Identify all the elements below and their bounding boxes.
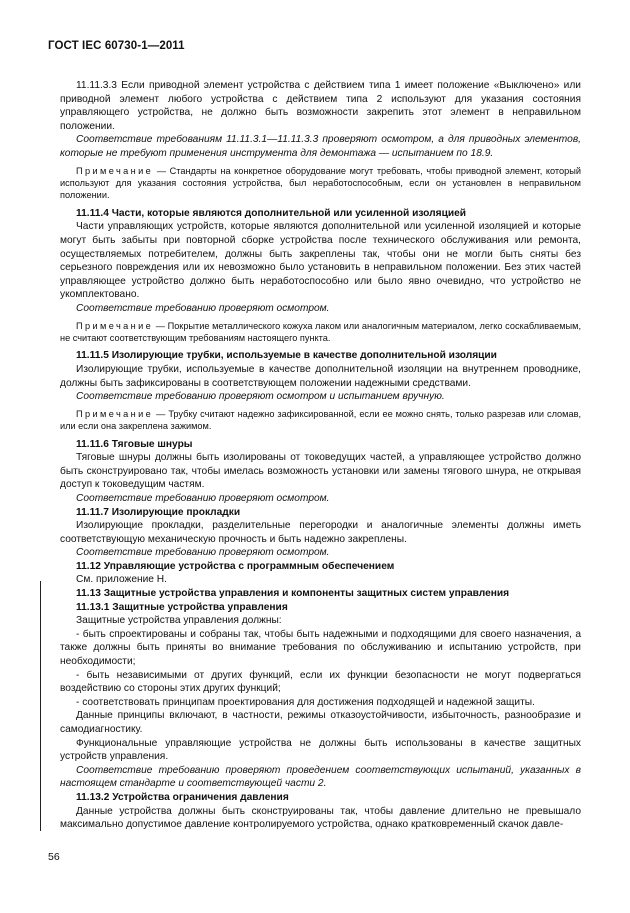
note-text: — Трубку считают надежно зафиксированной, если ее можно снять, только разрезав или сломав, или если она закреплена зажимом.: [60, 408, 581, 432]
list-item: - соответствовать принципам проектирования для достижения подходящей и надежной защиты.: [76, 696, 535, 708]
note-paragraph: [60, 165, 581, 202]
page-number: 56: [48, 851, 60, 863]
compliance-paragraph: Соответствие требованию проверяют проведением соответствующих испытаний, указанных в настоящем стандарте и соответствующей части 2.: [60, 764, 581, 790]
note-paragraph: [60, 320, 581, 345]
section-heading-11-13: 11.13 Защитные устройства управления и компоненты защитных систем управления: [76, 588, 510, 600]
paragraph: Изолирующие прокладки, разделительные перегородки и аналогичные элементы должны иметь соответствующую механическую прочность и быть надежно закреплены.: [60, 520, 581, 545]
paragraph: Части управляющих устройств, которые являются дополнительной или усиленной изоляцией и которые могут быть забыты при повторной сборке устройства после технического обслуживания или ремонта, осуществляемых потребителем, должны быть закреплены так, чтобы они не могли быть сняты без серьезного повреждения или их невозможно было установить в неправильном положении. Без этих частей управляющее устройство должно быть неработоспособно или было явно очевидно, что устройство не укомплектовано.: [60, 221, 581, 301]
note-label: Примечание: [76, 408, 154, 419]
paragraph: Тяговые шнуры должны быть изолированы от токоведущих частей, а управляющее устройство должно быть сконструировано так, чтобы имелась возможность установки или замены тягового шнура, не открывая доступ к токоведущим частям.: [60, 452, 581, 491]
paragraph: См. приложение Н.: [76, 574, 167, 586]
revision-bar: [40, 581, 41, 831]
paragraph: Защитные устройства управления должны:: [76, 615, 282, 627]
paragraph: Данные принципы включают, в частности, режимы отказоустойчивости, избыточность, разнообразие и самодиагностику.: [60, 710, 581, 735]
paragraph: Изолирующие трубки, используемые в качестве дополнительной изоляции на внутреннем проводнике, должны быть зафиксированы в соответствующем положении надежными средствами.: [60, 363, 581, 389]
compliance-paragraph: Соответствие требованию проверяют осмотром.: [76, 547, 330, 559]
section-heading-11-11-7: 11.11.7 Изолирующие прокладки: [76, 506, 241, 518]
section-heading-11-13-2: 11.13.2 Устройства ограничения давления: [76, 791, 289, 803]
section-heading-11-11-5: 11.11.5 Изолирующие трубки, используемые в качестве дополнительной изоляции: [76, 350, 497, 362]
paragraph: Функциональные управляющие устройства не должны быть использованы в качестве защитных устройств управления.: [60, 737, 581, 763]
note-text: — Покрытие металлического кожуха лаком или аналогичным материалом, легко соскабливаемым, не считают соответствующим требованиям настоящего пункта.: [60, 320, 581, 343]
compliance-paragraph: Соответствие требованию проверяют осмотром.: [76, 302, 330, 314]
document-header: ГОСТ IEC 60730-1—2011: [48, 40, 185, 52]
compliance-paragraph: Соответствие требованию проверяют осмотром.: [76, 492, 330, 504]
list-item: - быть спроектированы и собраны так, чтобы быть надежными и подходящими для своего назначения, а также должны быть приняты во внимание требования по обслуживанию и испытанию устройств, при необходимости;: [60, 628, 581, 668]
note-label: Примечание: [76, 320, 154, 331]
list-item: - быть независимыми от других функций, если их функции безопасности не могут подвергаться воздействию со стороны этих других функций;: [60, 669, 581, 695]
note-text: — Стандарты на конкретное оборудование могут требовать, чтобы приводной элемент, который используют для указания состояния устройства, был неработоспособным, если он установлен в неправильном положении.: [60, 165, 581, 201]
paragraph: Данные устройства должны быть сконструированы так, чтобы давление длительно не превышало максимально допустимое давление контролируемого устройства, однако кратковременный скачок давле-: [60, 805, 581, 831]
compliance-paragraph: Соответствие требованиям 11.11.3.1—11.11.3.3 проверяют осмотром, а для приводных элементов, которые не требуют применения инструмента для демонтажа — испытанием по 18.9.: [60, 134, 581, 159]
section-heading-11-11-6: 11.11.6 Тяговые шнуры: [76, 438, 193, 450]
section-heading-11-13-1: 11.13.1 Защитные устройства управления: [76, 601, 288, 613]
document-body: [60, 79, 581, 832]
note-label: Примечание: [76, 165, 154, 176]
section-heading-11-12: 11.12 Управляющие устройства с программным обеспечением: [76, 560, 395, 572]
paragraph-11-11-3-3: 11.11.3.3 Если приводной элемент устройства с действием типа 1 имеет положение «Выключено» или приводной элемент любого устройства с действием типа 2 используют для указания состояния управляющего устройства, не должно быть возможности закрепить этот элемент в неправильном положении.: [60, 80, 581, 132]
compliance-paragraph: Соответствие требованию проверяют осмотром и испытанием вручную.: [76, 391, 445, 403]
section-heading-11-11-4: 11.11.4 Части, которые являются дополнительной или усиленной изоляцией: [76, 207, 467, 219]
note-paragraph: [60, 408, 581, 433]
